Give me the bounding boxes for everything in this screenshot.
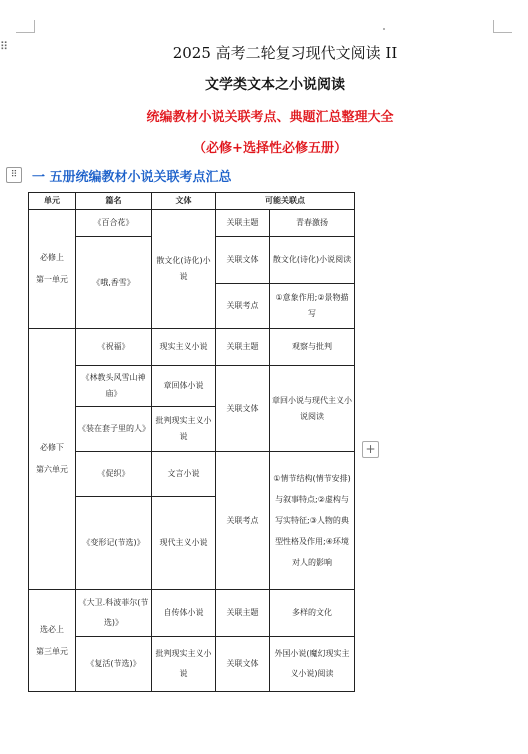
point-key-cell: 关联主题	[216, 210, 270, 237]
section-heading: 一 五册统编教材小说关联考点汇总	[32, 169, 232, 185]
point-value-cell: ①情节结构(情节安排)与叙事特点;②虚构与写实特征;③人物的典型性格及作用;④环境对人的影响	[270, 452, 355, 590]
point-key-cell: 关联文体	[216, 237, 270, 284]
cursor-dot	[383, 28, 385, 30]
section-drag-icon[interactable]: ⠿	[6, 167, 22, 183]
table-row	[29, 590, 355, 637]
point-value-cell: 章回小说与现代主义小说阅读	[270, 366, 355, 452]
page-corner-mark	[493, 20, 512, 33]
red-heading: 统编教材小说关联考点、典题汇总整理大全	[146, 110, 394, 125]
unit-cell: 必修上 第一单元	[29, 210, 76, 329]
header-genre: 文体	[152, 193, 216, 210]
genre-cell: 批判现实主义小说	[152, 637, 216, 692]
genre-cell: 散文化(诗化)小说	[152, 210, 216, 329]
point-value-cell: 青春激扬	[270, 210, 355, 237]
add-row-button[interactable]: +	[362, 441, 379, 458]
point-value-cell: 散文化(诗化)小说阅读	[270, 237, 355, 284]
knowledge-table	[28, 192, 355, 692]
unit-cell: 选必上 第三单元	[29, 590, 76, 692]
genre-cell: 自传体小说	[152, 590, 216, 637]
genre-cell: 批判现实主义小说	[152, 407, 216, 452]
point-key-cell: 关联文体	[216, 637, 270, 692]
title-cell: 《百合花》	[76, 210, 152, 237]
table-row	[29, 366, 355, 407]
document-subtitle: 文学类文本之小说阅读	[205, 77, 345, 93]
title-cell: 《林教头风雪山神庙》	[76, 366, 152, 407]
table-row	[29, 210, 355, 237]
header-unit: 单元	[29, 193, 76, 210]
point-value-cell: ①意象作用;②景物描写	[270, 284, 355, 329]
title-cell: 《大卫.科波菲尔(节选)》	[76, 590, 152, 637]
point-key-cell: 关联考点	[216, 452, 270, 590]
header-title: 篇名	[76, 193, 152, 210]
genre-cell: 现代主义小说	[152, 497, 216, 590]
point-key-cell: 关联考点	[216, 284, 270, 329]
table-row	[29, 452, 355, 497]
page-corner-mark	[16, 20, 35, 33]
title-cell: 《复活(节选)》	[76, 637, 152, 692]
drag-handle-icon[interactable]: ⠿	[0, 40, 8, 53]
point-value-cell: 多样的文化	[270, 590, 355, 637]
point-value-cell: 外国小说(魔幻现实主义小说)阅读	[270, 637, 355, 692]
table-row	[29, 637, 355, 692]
genre-cell: 章回体小说	[152, 366, 216, 407]
document-title: 2025 高考二轮复习现代文阅读 II	[172, 44, 398, 62]
genre-cell: 现实主义小说	[152, 329, 216, 366]
title-cell: 《哦,香雪》	[76, 237, 152, 329]
title-cell: 《装在套子里的人》	[76, 407, 152, 452]
point-key-cell: 关联主题	[216, 590, 270, 637]
title-cell: 《祝福》	[76, 329, 152, 366]
table-header-row	[29, 193, 355, 210]
title-cell: 《变形记(节选)》	[76, 497, 152, 590]
point-value-cell: 观察与批判	[270, 329, 355, 366]
table-row	[29, 329, 355, 366]
section-row	[6, 166, 232, 184]
red-heading-scope: （必修+选择性必修五册）	[193, 141, 347, 156]
unit-cell: 必修下 第六单元	[29, 329, 76, 590]
genre-cell: 文言小说	[152, 452, 216, 497]
header-points: 可能关联点	[216, 193, 355, 210]
title-cell: 《促织》	[76, 452, 152, 497]
point-key-cell: 关联主题	[216, 329, 270, 366]
point-key-cell: 关联文体	[216, 366, 270, 452]
